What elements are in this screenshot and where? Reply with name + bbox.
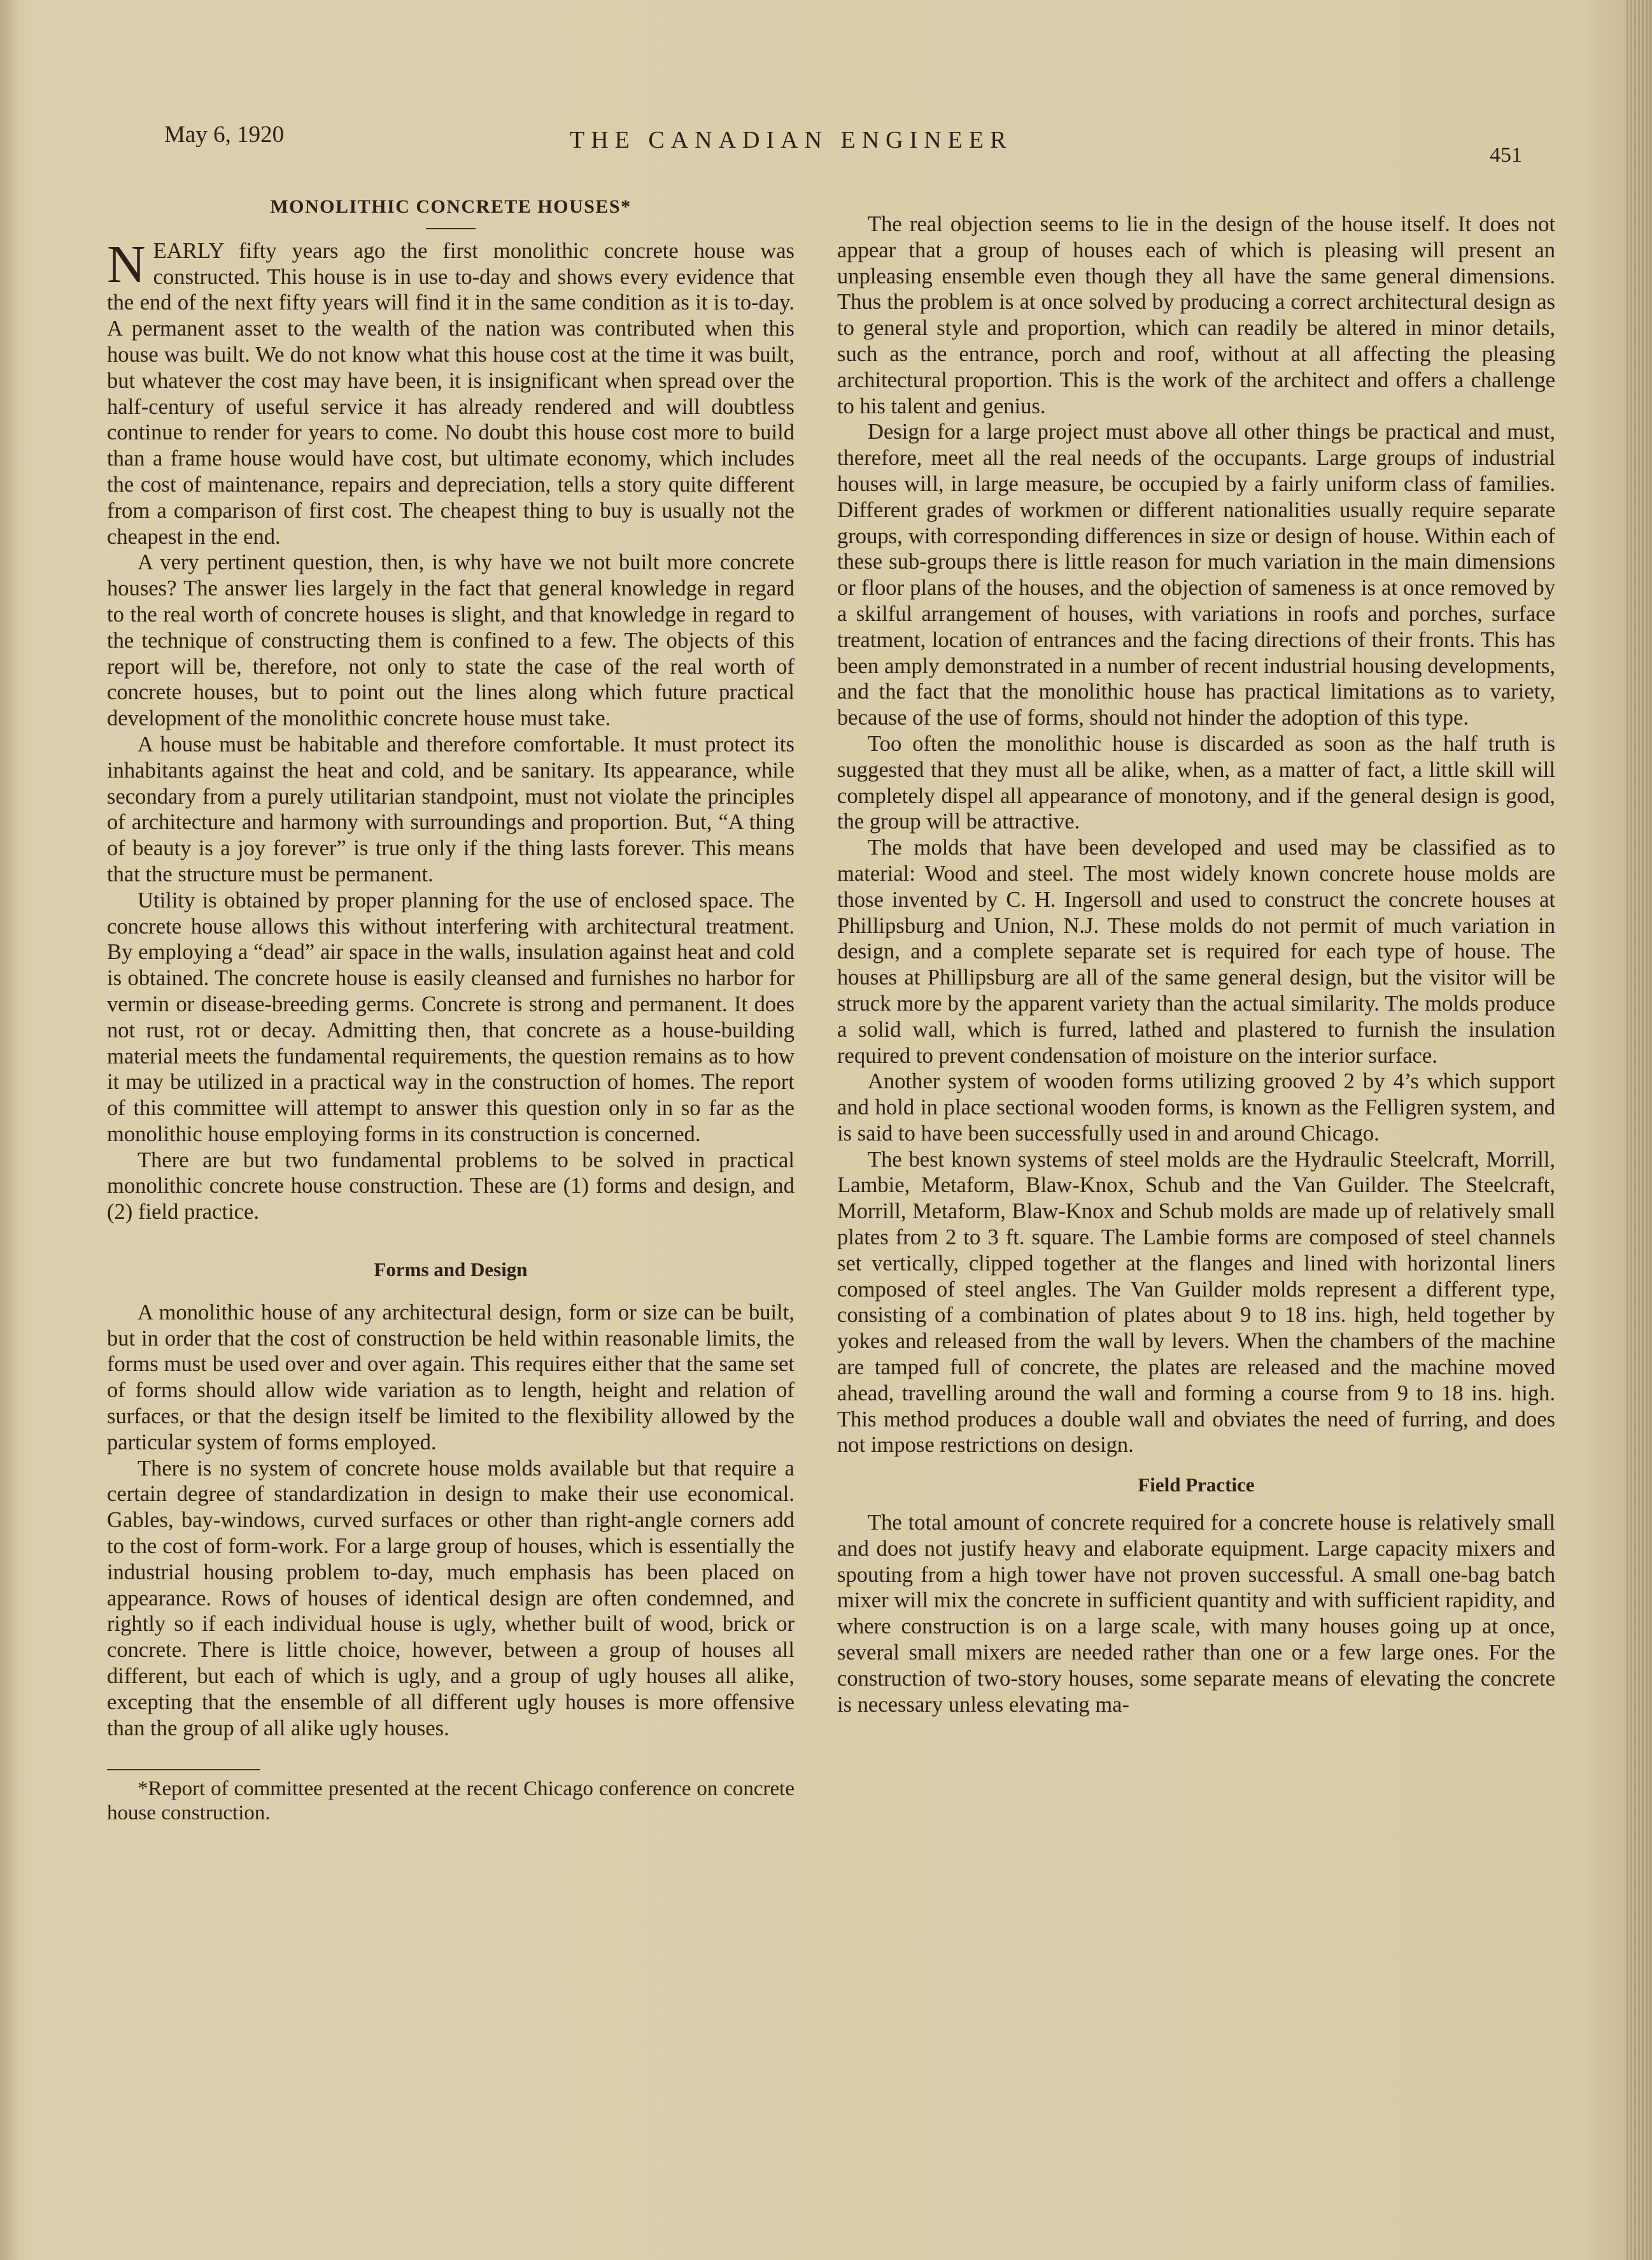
drop-cap: N (107, 234, 146, 294)
footnote-rule (107, 1769, 260, 1770)
paragraph: The best known systems of steel molds are the Hydraulic Steelcraft, Morrill, Lambie, Metaform, Blaw-Knox, Schub and the Van Guilder. The Steelcraft, Morrill, Metaform, Blaw-Knox and Schub molds are made up of relatively small plates from 2 to 3 ft. square. The Lambie forms are composed of steel channels set vertically, clipped together at the flanges and lined with horizontal liners composed of steel angles. The Van Guilder molds represent a different type, consisting of a combination of plates about 9 to 18 ins. high, held together by yokes and released from the wall by levers. When the chambers of the machine are tamped full of concrete, the plates are released and the machine moved ahead, travelling around the wall and forming a course from 9 to 18 ins. high. This method produces a double wall and obviates the need of furring, and does not impose restrictions on design. (837, 1147, 1555, 1458)
right-column (837, 211, 1555, 1717)
section-heading-field: Field Practice (1138, 1474, 1255, 1496)
paragraph: Utility is obtained by proper planning for the use of enclosed space. The concrete house allows this without interfering with architectural treatment. By employing a “dead” air space in the walls, insulation against heat and cold is obtained. The concrete house is easily cleansed and furnishes no harbor for vermin or disease-breeding germs. Concrete is strong and permanent. It does not rust, rot or decay. Admitting then, that concrete as a house-building material meets the fundamental requirements, the question remains as to how it may be utilized in a practical way in the construction of homes. The report of this committee will attempt to answer this question only in so far as the monolithic house employing forms in its construction is concerned. (107, 888, 794, 1146)
paragraph: Another system of wooden forms utilizing grooved 2 by 4’s which support and hold in place sectional wooden forms, is known as the Felligren system, and is said to have been successfully used in and around Chicago. (837, 1069, 1555, 1146)
section-heading-forms: Forms and Design (374, 1258, 528, 1281)
paragraph: NEARLY fifty years ago the first monolithic concrete house was constructed. This house is in use to-day and shows every evidence that the end of the next fifty years will find it in the same condition as it is to-day. A permanent asset to the wealth of the nation was contributed when this house was built. We do not know what this house cost at the time it was built, but whatever the cost may have been, it is insignificant when spread over the half-century of useful service it has already rendered and will doubtless continue to render for years to come. No doubt this house cost more to build than a frame house would have cost, but ultimate economy, which includes the cost of maintenance, repairs and depreciation, tells a story quite different from a comparison of first cost. The cheapest thing to buy is usually not the cheapest in the end. (107, 234, 794, 549)
title-rule (426, 228, 476, 229)
issue-date: May 6, 1920 (164, 122, 285, 148)
paragraph: A house must be habitable and therefore comfortable. It must protect its inhabitants against the heat and cold, and be sanitary. Its appearance, while secondary from a purely utilitarian standpoint, must not violate the principles of architecture and harmony with surroundings and proportion. But, “A thing of beauty is a joy forever” is true only if the thing lasts forever. This means that the structure must be permanent. (107, 732, 794, 886)
journal-title: THE CANADIAN ENGINEER (570, 127, 1013, 153)
paragraph: A very pertinent question, then, is why have we not built more concrete houses? The answer lies largely in the fact that general knowledge in regard to the real worth of concrete houses is slight, and that knowledge in regard to the technique of constructing them is confined to a few. The objects of this report will be, therefore, not only to state the case of the real worth of concrete houses, but to point out the lines along which future practical development of the monolithic concrete house must take. (107, 550, 794, 731)
paragraph: Too often the monolithic house is discarded as soon as the half truth is suggested that they must all be alike, when, as a matter of fact, a little skill will completely dispel all appearance of monotony, and if the general design is good, the group will be attractive. (837, 731, 1555, 834)
paragraph: The real objection seems to lie in the design of the house itself. It does not appear that a group of houses each of which is pleasing will present an unpleasing ensemble even though they all have the same general dimensions. Thus the problem is at once solved by producing a correct architectural design as to general style and proportion, which can readily be altered in minor details, such as the entrance, porch and roof, without at all affecting the pleasing architectural proportion. This is the work of the architect and offers a challenge to his talent and genius. (837, 212, 1555, 418)
paragraph: The molds that have been developed and used may be classified as to material: Wood and steel. The most widely known concrete house molds are those invented by C. H. Ingersoll and used to construct the concrete houses at Phillipsburg and Union, N.J. These molds do not permit of much variation in design, and a complete separate set is required for each type of house. The houses at Phillipsburg are all of the same general design, but the visitor will be struck more by the apparent variety than the actual similarity. The molds produce a solid wall, which is furred, lathed and plastered to furnish the insulation required to prevent condensation of moisture on the interior surface. (837, 835, 1555, 1068)
footnote: *Report of committee presented at the recent Chicago conference on concrete house construction. (107, 1777, 794, 1825)
page-edge (1627, 0, 1652, 2260)
paragraph: Design for a large project must above all other things be practical and must, therefore, meet all the real needs of the occupants. Large groups of industrial houses will, in large measure, be occupied by a fairly uniform class of families. Different grades of workmen or different nationalities usually require separate groups, with corresponding differences in size or design of house. Within each of these sub-groups there is little reason for much variation in the main dimensions or floor plans of the houses, and the objection of sameness is at once removed by a skilful arrangement of houses, with variations in roofs and porches, surface treatment, location of entrances and the facing directions of their fronts. This has been amply demonstrated in a number of recent industrial housing developments, and the fact that the monolithic house has practical limitations as to variety, because of the use of forms, should not hinder the adoption of this type. (837, 420, 1555, 730)
paragraph: There is no system of concrete house molds available but that require a certain degree of standardization in design to make their use economical. Gables, bay-windows, curved surfaces or other than right-angle corners add to the cost of form-work. For a large group of houses, which is essentially the industrial housing problem to-day, much emphasis has been placed on appearance. Rows of houses of identical design are often condemned, and rightly so if each individual house is ugly, whether built of wood, brick or concrete. There is little choice, however, between a group of houses all different, but each of which is ugly, and a group of ugly houses all alike, excepting that the ensemble of all different ugly houses is more offensive than the group of all alike ugly houses. (107, 1456, 794, 1740)
paragraph: A monolithic house of any architectural design, form or size can be built, but in order that the cost of construction be held within reasonable limits, the forms must be used over and over again. This requires either that the same set of forms should allow wide variation as to length, height and relation of surfaces, or that the design itself be limited to the flexibility allowed by the particular system of forms employed. (107, 1300, 794, 1454)
paragraph: The total amount of concrete required for a concrete house is relatively small and does not justify heavy and elaborate equipment. Large capacity mixers and spouting from a high tower have not proven successful. A small one-bag batch mixer will mix the concrete in sufficient quantity and with sufficient rapidity, and where construction is on a large scale, with many houses going up at once, several small mixers are needed rather than one or a few large ones. For the construction of two-story houses, some separate means of elevating the concrete is necessary unless elevating ma- (837, 1510, 1555, 1717)
paragraph: There are but two fundamental problems to be solved in practical monolithic concrete house construction. These are (1) forms and design, and (2) field practice. (107, 1148, 794, 1225)
left-column (107, 194, 794, 1825)
article-title: MONOLITHIC CONCRETE HOUSES* (270, 196, 632, 217)
page-number: 451 (1490, 143, 1522, 167)
